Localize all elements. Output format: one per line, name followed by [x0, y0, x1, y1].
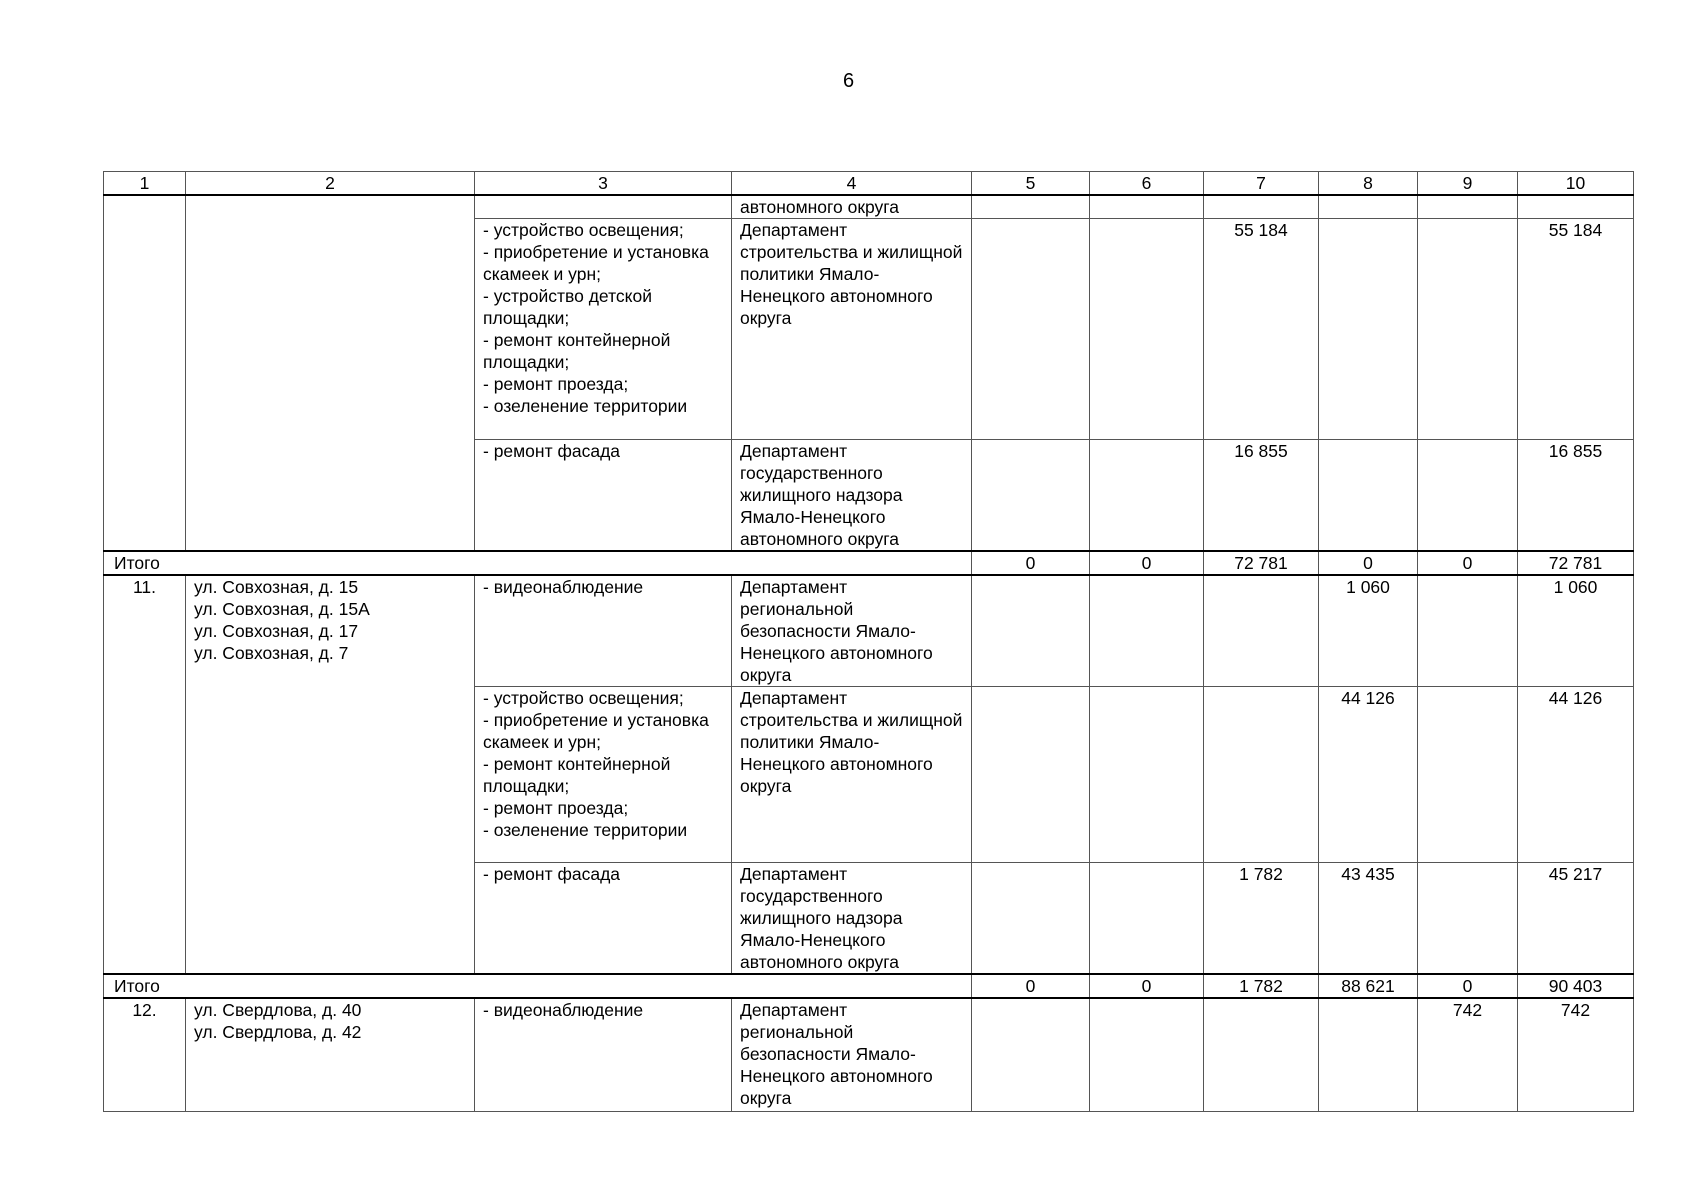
- amount-cell-7: [1204, 998, 1319, 1111]
- amount-cell-10: 55 184: [1518, 219, 1634, 440]
- amount-cell-5: [972, 440, 1090, 552]
- amount-cell-10: 72 781: [1518, 551, 1634, 575]
- amount-cell-6: [1090, 575, 1204, 687]
- amount-cell-8: 88 621: [1319, 974, 1418, 998]
- amount-cell-9: 0: [1418, 551, 1518, 575]
- column-header: 8: [1319, 172, 1418, 196]
- address-cell: [186, 195, 475, 551]
- table-row: [104, 998, 1634, 1111]
- work-type-cell: [475, 195, 732, 219]
- work-type-cell: - устройство освещения; - приобретение и установка скамеек и урн; - устройство детской площадки; - ремонт контейнерной площадки; - ремонт проезда; - озеленение территории: [475, 219, 732, 440]
- work-type-cell: - устройство освещения; - приобретение и установка скамеек и урн; - ремонт контейнерной площадки; - ремонт проезда; - озеленение территории: [475, 687, 732, 863]
- amount-cell-6: [1090, 219, 1204, 440]
- work-type-cell: - ремонт фасада: [475, 440, 732, 552]
- column-header: 2: [186, 172, 475, 196]
- amount-cell-8: [1319, 998, 1418, 1111]
- amount-cell-10: 44 126: [1518, 687, 1634, 863]
- amount-cell-7: [1204, 687, 1319, 863]
- amount-cell-5: [972, 575, 1090, 687]
- amount-cell-8: [1319, 195, 1418, 219]
- amount-cell-7: 1 782: [1204, 863, 1319, 975]
- total-label: Итого: [104, 974, 972, 998]
- amount-cell-10: 16 855: [1518, 440, 1634, 552]
- header-row: [104, 172, 1634, 196]
- amount-cell-9: [1418, 195, 1518, 219]
- total-label: Итого: [104, 551, 972, 575]
- amount-cell-6: 0: [1090, 974, 1204, 998]
- amount-cell-9: [1418, 575, 1518, 687]
- responsible-department-cell: автономного округа: [732, 195, 972, 219]
- amount-cell-8: 44 126: [1319, 687, 1418, 863]
- amount-cell-9: [1418, 440, 1518, 552]
- amount-cell-5: [972, 219, 1090, 440]
- amount-cell-7: 1 782: [1204, 974, 1319, 998]
- total-row: [104, 974, 1634, 998]
- amount-cell-5: [972, 687, 1090, 863]
- amount-cell-9: [1418, 687, 1518, 863]
- column-header: 9: [1418, 172, 1518, 196]
- amount-cell-6: [1090, 687, 1204, 863]
- amount-cell-8: 1 060: [1319, 575, 1418, 687]
- amount-cell-5: [972, 863, 1090, 975]
- responsible-department-cell: Департамент региональной безопасности Ямало-Ненецкого автономного округа: [732, 575, 972, 687]
- amount-cell-10: 742: [1518, 998, 1634, 1111]
- column-header: 6: [1090, 172, 1204, 196]
- table-row: [104, 575, 1634, 687]
- responsible-department-cell: Департамент строительства и жилищной политики Ямало-Ненецкого автономного округа: [732, 687, 972, 863]
- amount-cell-5: 0: [972, 974, 1090, 998]
- amount-cell-10: 45 217: [1518, 863, 1634, 975]
- amount-cell-6: [1090, 863, 1204, 975]
- amount-cell-10: 90 403: [1518, 974, 1634, 998]
- amount-cell-7: 55 184: [1204, 219, 1319, 440]
- amount-cell-6: [1090, 195, 1204, 219]
- amount-cell-9: 742: [1418, 998, 1518, 1111]
- amount-cell-9: 0: [1418, 974, 1518, 998]
- address-cell: ул. Совхозная, д. 15 ул. Совхозная, д. 15А ул. Совхозная, д. 17 ул. Совхозная, д. 7: [186, 575, 475, 974]
- responsible-department-cell: Департамент строительства и жилищной политики Ямало-Ненецкого автономного округа: [732, 219, 972, 440]
- responsible-department-cell: Департамент государственного жилищного надзора Ямало-Ненецкого автономного округа: [732, 440, 972, 552]
- amount-cell-7: [1204, 195, 1319, 219]
- row-number: [104, 195, 186, 551]
- amount-cell-6: [1090, 998, 1204, 1111]
- amount-cell-8: 0: [1319, 551, 1418, 575]
- amount-cell-5: [972, 195, 1090, 219]
- amount-cell-8: [1319, 219, 1418, 440]
- row-number: 11.: [104, 575, 186, 974]
- amount-cell-5: [972, 998, 1090, 1111]
- amount-cell-9: [1418, 219, 1518, 440]
- amount-cell-8: 43 435: [1319, 863, 1418, 975]
- amount-cell-10: [1518, 195, 1634, 219]
- amount-cell-9: [1418, 863, 1518, 975]
- work-type-cell: - ремонт фасада: [475, 863, 732, 975]
- program-table: [103, 171, 1634, 1112]
- amount-cell-7: 16 855: [1204, 440, 1319, 552]
- amount-cell-7: 72 781: [1204, 551, 1319, 575]
- amount-cell-10: 1 060: [1518, 575, 1634, 687]
- row-number: 12.: [104, 998, 186, 1111]
- amount-cell-5: 0: [972, 551, 1090, 575]
- column-header: 1: [104, 172, 186, 196]
- column-header: 7: [1204, 172, 1319, 196]
- amount-cell-6: [1090, 440, 1204, 552]
- page-number: 6: [842, 70, 855, 92]
- table-row: [104, 195, 1634, 219]
- column-header: 4: [732, 172, 972, 196]
- responsible-department-cell: Департамент региональной безопасности Ямало-Ненецкого автономного округа: [732, 998, 972, 1111]
- column-header: 3: [475, 172, 732, 196]
- column-header: 5: [972, 172, 1090, 196]
- column-header: 10: [1518, 172, 1634, 196]
- amount-cell-7: [1204, 575, 1319, 687]
- amount-cell-6: 0: [1090, 551, 1204, 575]
- amount-cell-8: [1319, 440, 1418, 552]
- address-cell: ул. Свердлова, д. 40 ул. Свердлова, д. 42: [186, 998, 475, 1111]
- work-type-cell: - видеонаблюдение: [475, 575, 732, 687]
- responsible-department-cell: Департамент государственного жилищного надзора Ямало-Ненецкого автономного округа: [732, 863, 972, 975]
- work-type-cell: - видеонаблюдение: [475, 998, 732, 1111]
- total-row: [104, 551, 1634, 575]
